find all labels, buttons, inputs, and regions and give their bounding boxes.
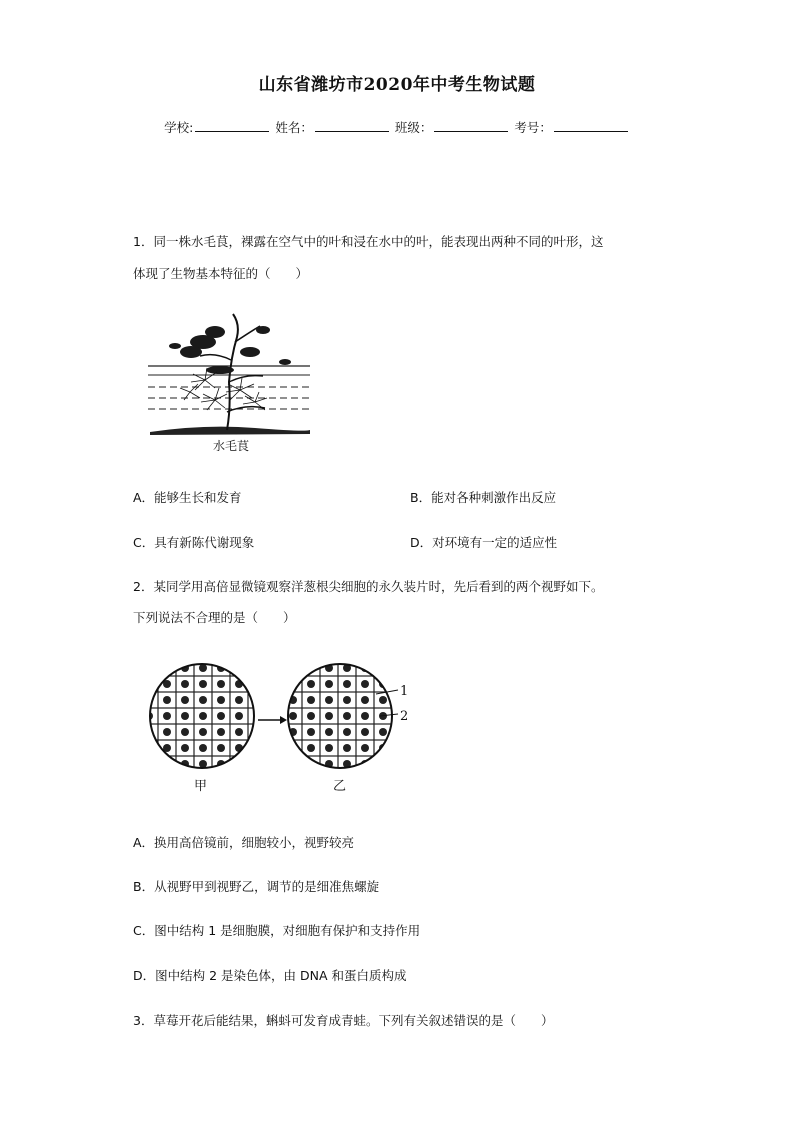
q1-stem-line1: 1．同一株水毛茛，裸露在空气中的叶和浸在水中的叶，能表现出两种不同的叶形，这 [133, 234, 604, 249]
school-label: 学校: [164, 120, 194, 135]
q2-option-c: C．图中结构 1 是细胞膜，对细胞有保护和支持作用 [133, 923, 421, 938]
school-blank[interactable] [195, 119, 269, 132]
q2-option-b: B．从视野甲到视野乙，调节的是细准焦螺旋 [133, 879, 380, 894]
q1-option-c: C．具有新陈代谢现象 [133, 535, 255, 550]
class-blank[interactable] [434, 119, 508, 132]
student-info-line [0, 118, 794, 136]
field-label-jia: 甲 [194, 779, 208, 794]
water-buttercup-figure [145, 312, 315, 457]
structure-label-1: 1 [400, 684, 409, 699]
field-label-yi: 乙 [333, 779, 347, 794]
name-label: 姓名： [275, 120, 313, 135]
q1-option-d: D．对环境有一定的适应性 [410, 535, 558, 550]
q1-option-b: B．能对各种刺激作出反应 [410, 490, 557, 505]
q2-stem-line2: 下列说法不合理的是（ ） [133, 610, 296, 625]
page-title: 山东省潍坊市2020年中考生物试题 [258, 75, 536, 95]
exam-number-label: 考号： [514, 120, 552, 135]
q2-option-d: D．图中结构 2 是染色体，由 DNA 和蛋白质构成 [133, 968, 407, 983]
exam-number-blank[interactable] [554, 119, 628, 132]
q3-stem-line1: 3．草莓开花后能结果，蝌蚪可发育成青蛙。下列有关叙述错误的是（ ） [133, 1013, 554, 1028]
figure-caption: 水毛茛 [213, 439, 250, 453]
name-blank[interactable] [315, 119, 389, 132]
q1-stem-line2: 体现了生物基本特征的（ ） [133, 266, 309, 281]
q2-stem-line1: 2．某同学用高倍显微镜观察洋葱根尖细胞的永久装片时，先后看到的两个视野如下。 [133, 579, 604, 594]
q2-option-a: A．换用高倍镜前，细胞较小，视野较亮 [133, 835, 355, 850]
q1-option-a: A．能够生长和发育 [133, 490, 242, 505]
microscope-field-figure [140, 660, 420, 800]
class-label: 班级： [394, 120, 433, 135]
structure-label-2: 2 [400, 709, 409, 724]
